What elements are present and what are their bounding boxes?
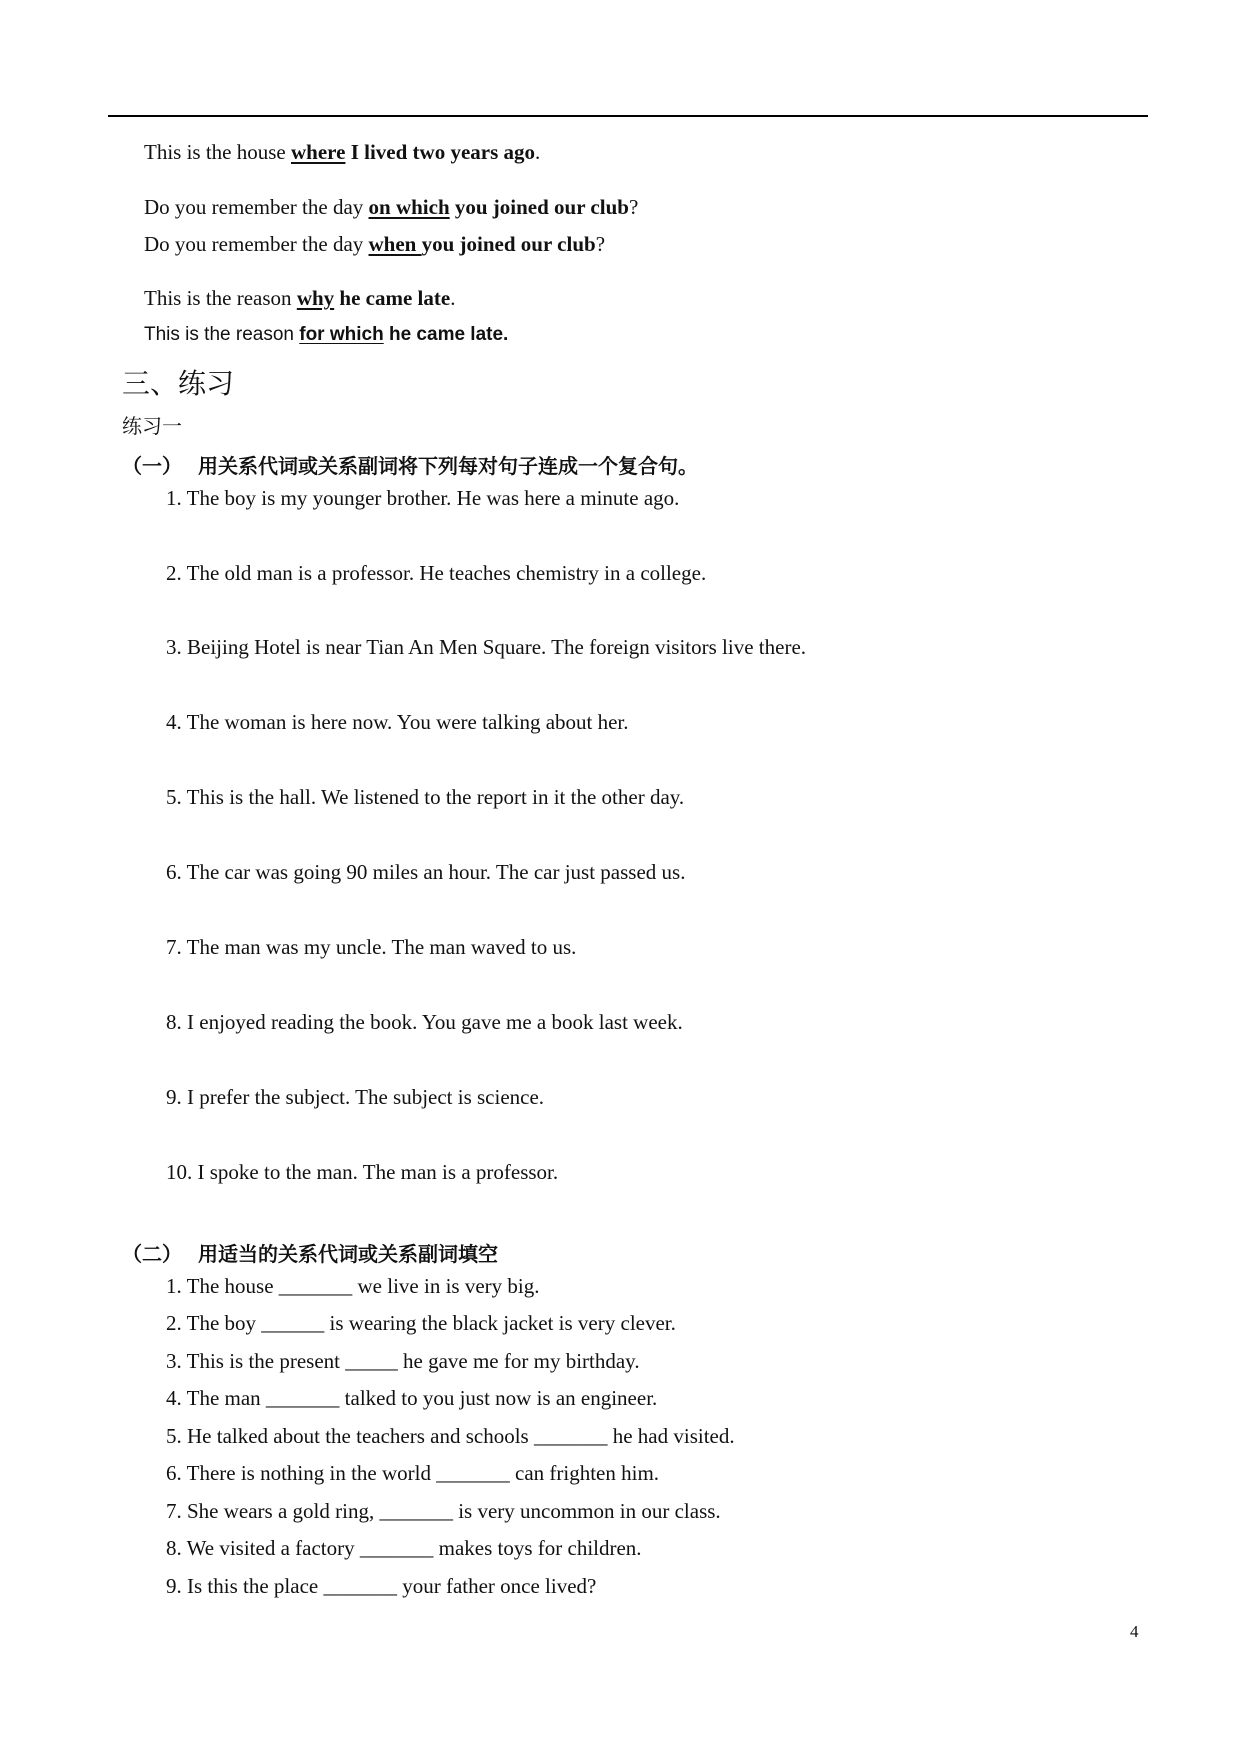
exercise-item: 9. I prefer the subject. The subject is science. (166, 1085, 545, 1109)
part1-label: （一） (122, 454, 182, 478)
header-rule (108, 115, 1148, 117)
part2-instruction: 用适当的关系代词或关系副词填空 (198, 1242, 498, 1266)
example-keyword: why (296, 286, 335, 310)
fill-blank-item: 9. Is this the place _______ your father once lived? (166, 1574, 597, 1598)
part2-heading (122, 1238, 498, 1267)
example-clause: I lived two years ago (345, 140, 536, 164)
exercise-item: 2. The old man is a professor. He teaches chemistry in a college. (166, 561, 707, 585)
example-sentence (144, 286, 455, 311)
exercise-item: 7. The man was my uncle. The man waved to us. (166, 935, 577, 959)
example-text: This is the reason (144, 286, 297, 310)
fill-blank-item: 3. This is the present _____ he gave me for my birthday. (166, 1349, 640, 1373)
example-text: This is the house (144, 140, 291, 164)
exercise-title: 练习一 (122, 414, 182, 438)
example-keyword: for which (299, 324, 384, 345)
example-punct: ? (628, 195, 639, 219)
exercise-item: 8. I enjoyed reading the book. You gave me a book last week. (166, 1010, 683, 1034)
example-text: Do you remember the day (144, 232, 369, 256)
fill-blank-item: 1. The house _______ we live in is very big. (166, 1274, 540, 1298)
exercise-item: 1. The boy is my younger brother. He was here a minute ago. (166, 486, 680, 510)
example-sentence (144, 232, 605, 257)
example-keyword: where (291, 140, 346, 164)
example-sentence (144, 324, 508, 346)
exercise-item: 6. The car was going 90 miles an hour. The car just passed us. (166, 860, 686, 884)
page-number: 4 (1130, 1622, 1139, 1641)
example-clause: you joined our club (449, 195, 629, 219)
fill-blank-item: 2. The boy ______ is wearing the black jacket is very clever. (166, 1311, 676, 1335)
part1-instruction: 用关系代词或关系副词将下列每对句子连成一个复合句。 (198, 454, 698, 478)
example-clause: he came late (334, 286, 451, 310)
example-clause: you joined our club (421, 232, 596, 256)
example-sentence (144, 195, 638, 220)
fill-blank-item: 7. She wears a gold ring, _______ is very uncommon in our class. (166, 1499, 721, 1523)
example-punct: . (535, 140, 541, 164)
fill-blank-item: 8. We visited a factory _______ makes toys for children. (166, 1536, 642, 1560)
part2-label: （二） (122, 1242, 182, 1266)
exercise-item: 3. Beijing Hotel is near Tian An Men Square. The foreign visitors live there. (166, 635, 807, 659)
example-punct: . (450, 286, 456, 310)
example-punct: ? (595, 232, 606, 256)
exercise-item: 5. This is the hall. We listened to the report in it the other day. (166, 785, 685, 809)
example-text: This is the reason (144, 324, 300, 345)
section-title: 三、练习 (122, 367, 235, 400)
fill-blank-item: 6. There is nothing in the world _______ can frighten him. (166, 1461, 660, 1485)
example-keyword: on which (368, 195, 450, 219)
exercise-item: 10. I spoke to the man. The man is a professor. (166, 1160, 559, 1184)
example-sentence (144, 140, 540, 165)
exercise-item: 4. The woman is here now. You were talking about her. (166, 710, 629, 734)
example-text: Do you remember the day (144, 195, 369, 219)
part1-heading (122, 450, 698, 479)
example-clause: he came late. (383, 324, 509, 345)
fill-blank-item: 4. The man _______ talked to you just now is an engineer. (166, 1386, 658, 1410)
example-keyword: when (368, 232, 422, 256)
fill-blank-item: 5. He talked about the teachers and schools _______ he had visited. (166, 1424, 735, 1448)
